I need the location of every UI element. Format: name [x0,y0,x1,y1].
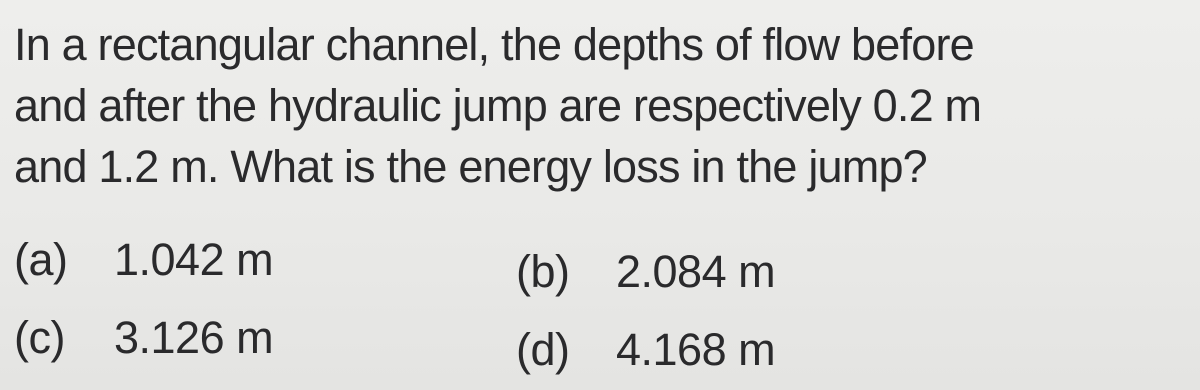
option-a-value: 1.042 m [114,234,274,285]
option-b-value: 2.084 m [616,246,776,297]
option-b [516,244,775,300]
option-c-label: (c) [14,312,65,363]
option-c-value: 3.126 m [114,312,274,363]
option-b-label: (b) [516,246,570,297]
option-d-label: (d) [516,324,570,375]
option-d-value: 4.168 m [616,324,776,375]
question-line-3: and 1.2 m. What is the energy loss in the jump? [14,141,927,192]
question-line-2: and after the hydraulic jump are respectively 0.2 m [14,80,982,131]
question-line-1: In a rectangular channel, the depths of flow before [14,19,974,70]
option-a [14,232,273,288]
option-c [14,310,273,366]
option-a-label: (a) [14,234,68,285]
question-text [14,14,1194,197]
option-d [516,322,775,378]
